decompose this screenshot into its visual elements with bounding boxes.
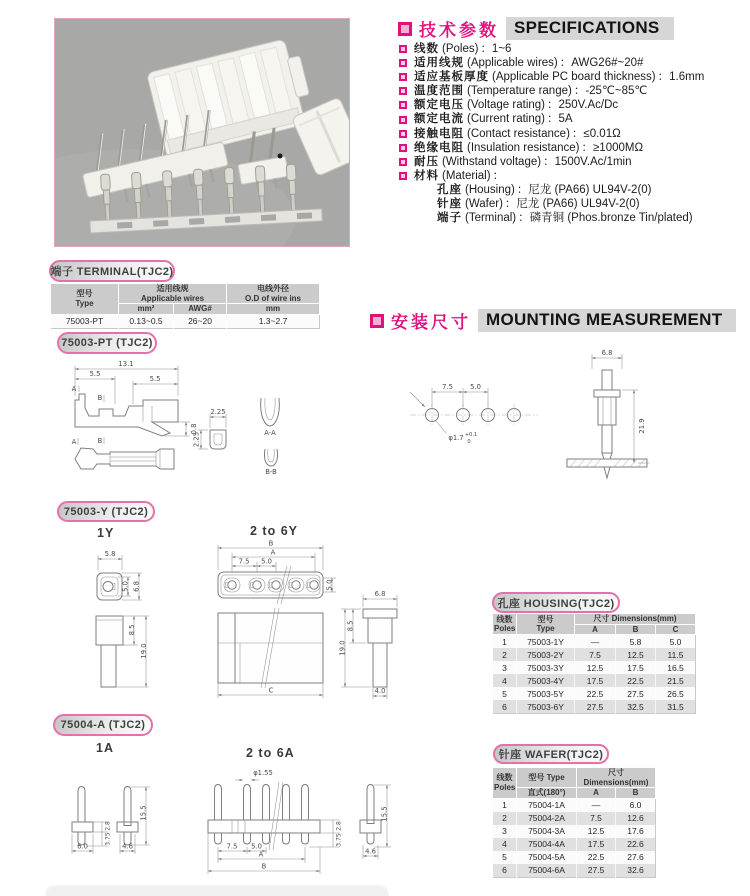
table-row — [493, 851, 656, 864]
photo-dot — [278, 154, 283, 159]
table-cell: 17.5 — [616, 661, 656, 674]
dim-label: 5.0 — [121, 581, 130, 592]
dim-tolerance-lower: 0 — [467, 439, 471, 445]
table-cell: 75003-1Y — [517, 635, 575, 649]
dim-label: B — [268, 540, 274, 548]
table-row — [493, 838, 656, 851]
section-bullet-icon — [398, 22, 412, 36]
table-row — [493, 825, 656, 838]
pt-section-label: 75003-PT (TJC2) — [57, 332, 157, 354]
terminal-section-label: 端子 TERMINAL(TJC2) — [49, 260, 175, 282]
table-cell: 27.5 — [575, 700, 616, 714]
col-dimensions: 尺寸 Dimensions(mm) — [575, 614, 696, 625]
table-cell: 75003-PT — [51, 314, 119, 328]
col-a: A — [577, 788, 616, 799]
specifications-title-cn: 技术参数 — [419, 21, 499, 40]
specifications-title-en: SPECIFICATIONS — [506, 17, 674, 40]
table-row — [493, 648, 696, 661]
section-mark-a: A — [71, 438, 77, 446]
dim-label: 8.5 — [346, 620, 355, 632]
bullet-icon — [399, 45, 407, 53]
spec-item: 适应基板厚度 (Applicable PC board thickness) ：1.6mm — [399, 70, 704, 84]
col-awg: AWG# — [174, 304, 227, 315]
table-cell: 6.0 — [616, 798, 656, 812]
table-cell: 32.6 — [616, 864, 656, 878]
col-type: 型号 Type — [51, 284, 119, 315]
dim-label: A — [270, 548, 276, 557]
a-sub2-label: 2 to 6A — [246, 746, 295, 760]
dim-label: 13.1 — [118, 360, 134, 368]
bullet-icon — [399, 59, 407, 67]
pt-drawing — [40, 356, 300, 486]
spec-item: 额定电流 (Current rating) ：5A — [399, 112, 704, 126]
housing-table — [492, 613, 696, 714]
col-od: 电线外径 O.D of wire ins — [227, 284, 320, 304]
table-cell: 27.5 — [616, 687, 656, 700]
spec-list — [399, 42, 704, 225]
spec-item: 耐压 (Withstand voltage) ：1500V.Ac/1min — [399, 155, 704, 169]
table-cell: 4 — [493, 838, 517, 851]
table-cell: 75004-5A — [517, 851, 577, 864]
wafer-table — [492, 767, 656, 878]
dim-label: 7.5 — [238, 557, 250, 566]
dim-label: 4.6 — [122, 842, 133, 851]
spec-material-item: 针座 (Wafer) ：尼龙 (PA66) UL94V-2(0) — [437, 198, 640, 211]
bullet-icon — [399, 73, 407, 81]
y26-drawing — [205, 540, 465, 715]
bullet-icon — [399, 172, 407, 180]
col-a: A — [575, 624, 616, 635]
table-cell: 12.5 — [577, 825, 616, 838]
table-cell: 75003-6Y — [517, 700, 575, 714]
table-cell: — — [575, 635, 616, 649]
table-cell: 22.5 — [575, 687, 616, 700]
table-cell: 27.6 — [616, 851, 656, 864]
table-cell: 1.3~2.7 — [227, 314, 320, 328]
table-cell: 7.5 — [575, 648, 616, 661]
y1-drawing — [60, 540, 160, 700]
spec-item: 线数 (Poles) ：1~6 — [399, 42, 704, 56]
table-row — [493, 798, 656, 812]
table-cell: 1 — [493, 798, 517, 812]
spec-material-item: 端子 (Terminal) ：磷青铜 (Phos.bronze Tin/plated) — [437, 212, 693, 225]
dim-label: 2.25 — [210, 408, 226, 416]
table-cell: 31.5 — [656, 700, 696, 714]
dim-label: φ1.7 — [448, 434, 464, 442]
table-row — [493, 687, 696, 700]
col-dimensions: 尺寸 Dimensions(mm) — [577, 768, 656, 788]
dim-label: 15.5 — [380, 806, 389, 822]
table-cell: 75004-6A — [517, 864, 577, 878]
col-od-unit: mm — [227, 304, 320, 315]
table-cell: 5 — [493, 687, 517, 700]
y-sub2-label: 2 to 6Y — [250, 524, 298, 538]
dim-label: 21.9 — [638, 418, 646, 434]
col-poles: 线数 Poles — [494, 614, 516, 633]
table-cell: 12.6 — [616, 812, 656, 825]
table-cell: 75004-1A — [517, 798, 577, 812]
table-cell: 12.5 — [575, 661, 616, 674]
y-sub1-label: 1Y — [97, 526, 115, 540]
col-type: 型号 Type — [517, 614, 575, 635]
dim-label: 5.0 — [470, 383, 481, 391]
table-cell: 17.5 — [577, 838, 616, 851]
table-row — [493, 864, 656, 878]
table-cell: — — [577, 798, 616, 812]
table-cell: 6 — [493, 864, 517, 878]
table-row — [493, 661, 696, 674]
table-cell: 75003-4Y — [517, 674, 575, 687]
table-cell: 6 — [493, 700, 517, 714]
spec-item: 接触电阻 (Contact resistance) ：≤0.01Ω — [399, 127, 704, 141]
table-cell: 17.5 — [575, 674, 616, 687]
section-mark-b: B — [97, 437, 103, 445]
spec-item: 额定电压 (Voltage rating) ：250V.Ac/Dc — [399, 98, 704, 112]
table-cell: 7.5 — [577, 812, 616, 825]
table-cell: 5.0 — [656, 635, 696, 649]
table-cell: 4 — [493, 674, 517, 687]
table-cell: 22.6 — [616, 838, 656, 851]
table-cell: 5.8 — [616, 635, 656, 649]
table-row — [493, 700, 696, 714]
table-cell: 11.5 — [656, 648, 696, 661]
table-cell: 32.5 — [616, 700, 656, 714]
spec-material-item: 孔座 (Housing) ：尼龙 (PA66) UL94V-2(0) — [437, 183, 652, 196]
a-sub1-label: 1A — [96, 741, 114, 755]
y-section-label: 75003-Y (TJC2) — [57, 501, 155, 522]
dim-label: 5.8 — [104, 550, 116, 558]
spec-item: 适用线规 (Applicable wires) ：AWG26#~20# — [399, 56, 704, 70]
bullet-icon — [399, 130, 407, 138]
mounting-drawing — [370, 340, 750, 510]
col-b: B — [616, 624, 656, 635]
housing-section-label: 孔座 HOUSING(TJC2) — [492, 592, 620, 613]
table-cell: 22.5 — [577, 851, 616, 864]
table-cell: 12.5 — [616, 648, 656, 661]
table-cell: 1 — [493, 635, 517, 649]
bullet-icon — [399, 144, 407, 152]
col-poles: 线数 Poles — [493, 768, 517, 799]
table-cell: 3 — [493, 661, 517, 674]
table-cell: 75004-4A — [517, 838, 577, 851]
dim-label: 6.0 — [77, 842, 88, 851]
product-photo-image — [55, 19, 349, 246]
dim-label: 5.5 — [89, 370, 101, 378]
bullet-icon — [399, 101, 407, 109]
table-row — [493, 674, 696, 687]
bullet-icon — [399, 87, 407, 95]
dim-label: 8.5 — [128, 624, 136, 636]
product-photo — [54, 18, 350, 247]
dim-label: 15.5 — [139, 805, 148, 821]
table-cell: 2 — [493, 648, 517, 661]
a1-drawing — [58, 782, 208, 882]
section-mark-b: B — [97, 394, 103, 402]
dim-label: C — [268, 686, 274, 695]
table-cell: 0.13~0.5 — [119, 314, 174, 328]
dim-label: A — [258, 850, 264, 859]
table-cell: 26.5 — [656, 687, 696, 700]
dim-label: 2.25 — [192, 431, 201, 448]
bullet-icon — [399, 116, 407, 124]
col-b: B — [616, 788, 656, 799]
dim-label: 2.8 — [335, 821, 343, 831]
mounting-header — [370, 308, 736, 333]
table-row — [493, 812, 656, 825]
spec-item: 温度范围 (Temperature range) ：-25℃~85℃ — [399, 84, 704, 98]
dim-label: 19.0 — [140, 643, 148, 659]
terminal-table — [50, 283, 320, 329]
table-cell: 75003-2Y — [517, 648, 575, 661]
table-row — [493, 635, 696, 649]
table-cell: 2 — [493, 812, 517, 825]
a26-drawing — [205, 760, 465, 885]
dim-label: φ1.55 — [253, 769, 273, 777]
dim-label: 19.0 — [338, 640, 347, 656]
dim-label: 3.75 — [104, 832, 112, 846]
spec-item: 材料 (Material) ： — [399, 169, 704, 183]
dim-label: 6.8 — [374, 590, 386, 598]
col-type-style: 直式(180°) — [517, 788, 577, 799]
col-applicable-wires: 适用线规 Applicable wires — [119, 284, 227, 304]
section-mark-a: A — [71, 385, 77, 393]
dim-label: B — [261, 862, 267, 871]
a-section-label: 75004-A (TJC2) — [53, 714, 153, 736]
dim-label: 6.8 — [132, 581, 141, 592]
dim-label: 7.5 — [442, 383, 453, 391]
table-cell: 3 — [493, 825, 517, 838]
table-cell: 17.6 — [616, 825, 656, 838]
section-bullet-icon — [370, 314, 384, 328]
col-mm2: mm² — [119, 304, 174, 315]
dim-label: 2.8 — [104, 821, 112, 831]
dim-label: 4.6 — [365, 847, 376, 856]
wafer-section-label: 针座 WAFER(TJC2) — [493, 744, 609, 764]
table-cell: 75003-5Y — [517, 687, 575, 700]
dim-tolerance-upper: +0.1 — [464, 432, 478, 438]
table-cell: 16.5 — [656, 661, 696, 674]
dim-label: 5.5 — [149, 375, 161, 383]
table-cell: 26~20 — [174, 314, 227, 328]
dim-label: 5.0 — [325, 579, 334, 591]
dim-label: 7.5 — [226, 842, 238, 851]
dim-label: 4.0 — [374, 687, 386, 695]
dim-label: 6.8 — [601, 349, 613, 357]
dim-label: 5.0 — [251, 842, 262, 851]
col-type: 型号 Type — [517, 768, 577, 788]
table-cell: 75004-2A — [517, 812, 577, 825]
table-cell: 75004-3A — [517, 825, 577, 838]
bullet-icon — [399, 158, 407, 166]
table-cell: 21.5 — [656, 674, 696, 687]
table-cell: 22.5 — [616, 674, 656, 687]
dim-label: 5.0 — [261, 557, 272, 566]
mounting-title-en: MOUNTING MEASUREMENT — [478, 309, 736, 332]
section-label-aa: A-A — [264, 429, 276, 437]
next-section-cutoff — [45, 885, 389, 896]
table-row — [51, 314, 320, 328]
mounting-title-cn: 安装尺寸 — [391, 313, 471, 332]
table-cell: 27.5 — [577, 864, 616, 878]
dim-label: 0.8 — [190, 423, 198, 435]
specifications-header — [398, 16, 674, 41]
dim-label: 3.75 — [335, 833, 343, 847]
spec-item: 绝缘电阻 (Insulation resistance) ：≥1000MΩ — [399, 141, 704, 155]
col-c: C — [656, 624, 696, 635]
table-cell: 5 — [493, 851, 517, 864]
table-cell: 75003-3Y — [517, 661, 575, 674]
section-label-bb: B-B — [265, 468, 277, 476]
